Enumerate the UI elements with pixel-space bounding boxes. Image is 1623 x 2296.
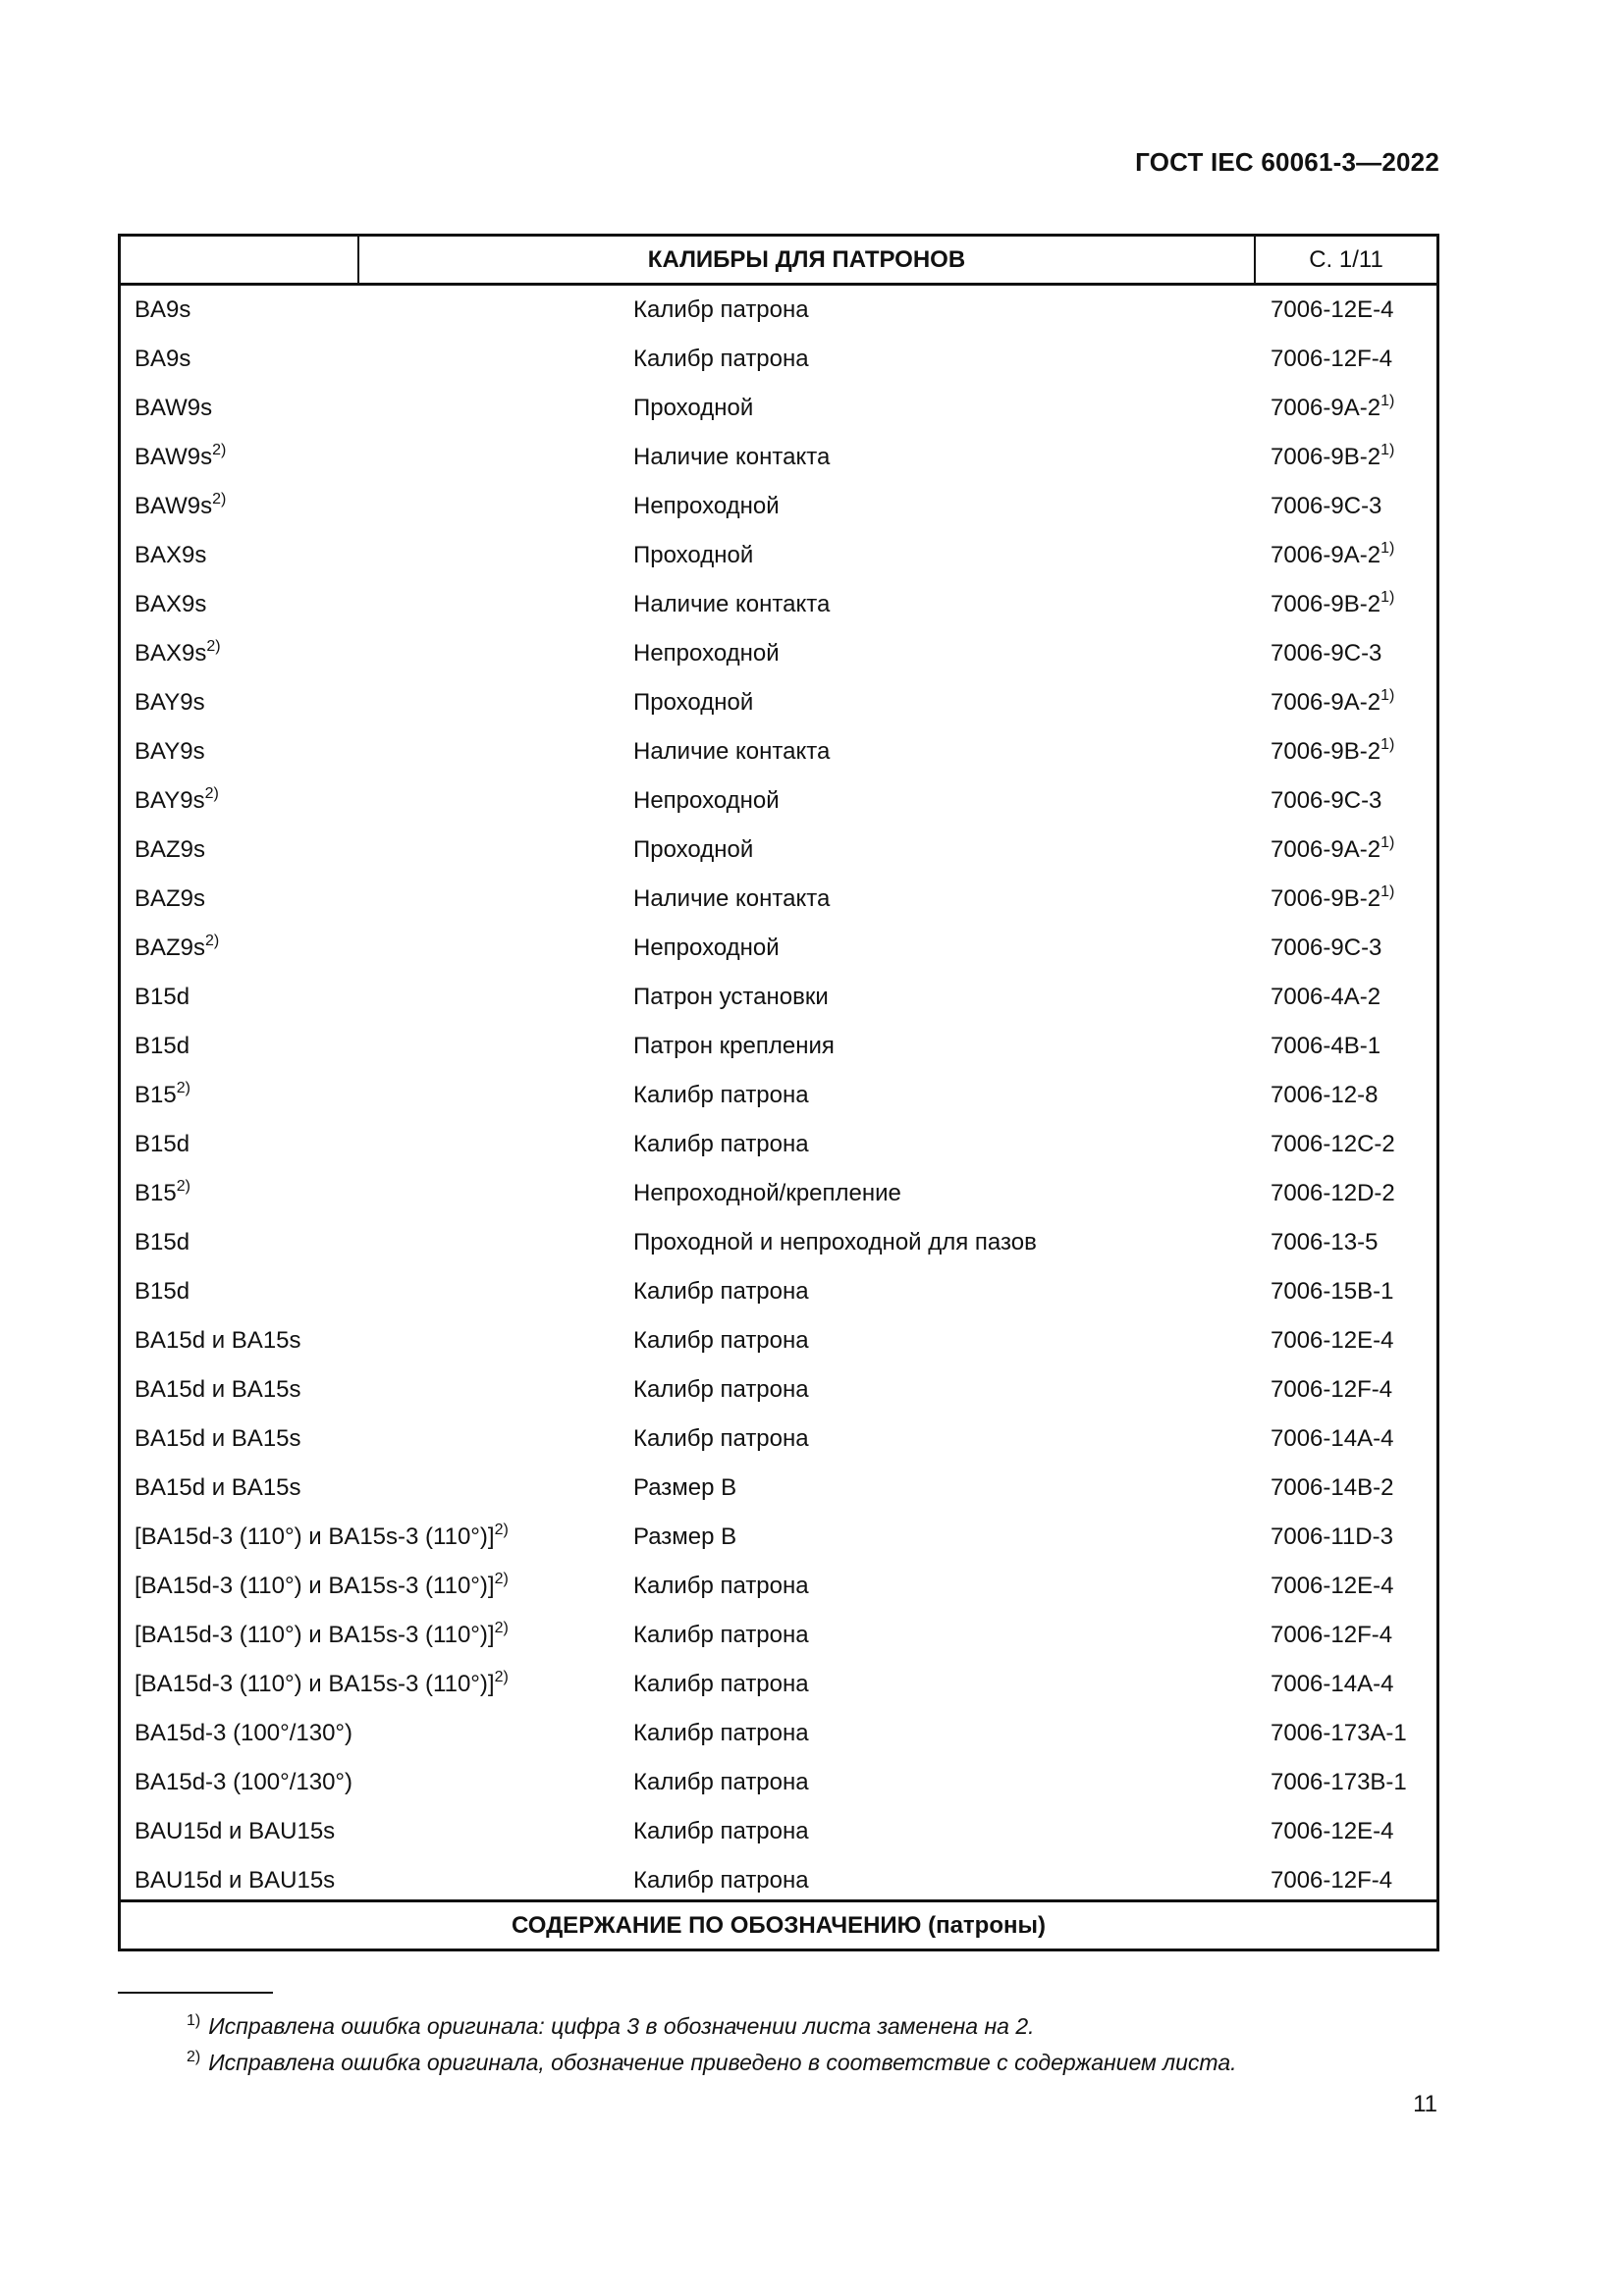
cap-designation-cell — [135, 1267, 189, 1316]
sheet-reference-cell — [1271, 629, 1381, 678]
sheet-reference-text: 7006-13-5 — [1271, 1229, 1379, 1255]
sheet-reference-text: 7006-9A-2 — [1271, 395, 1381, 421]
sheet-reference-text: 7006-9B-2 — [1271, 738, 1381, 765]
sheet-reference-cell — [1271, 580, 1394, 629]
cap-footnote-mark: 2) — [494, 1669, 509, 1685]
table-row — [121, 1660, 1436, 1709]
table-row — [121, 1415, 1436, 1464]
cap-footnote-mark: 2) — [176, 1080, 190, 1096]
sheet-reference-text: 7006-12F-4 — [1271, 346, 1393, 372]
gauge-description-cell: Размер B — [633, 1474, 737, 1501]
cap-designation-cell — [135, 1365, 301, 1415]
table-row — [121, 1513, 1436, 1562]
table-row — [121, 1856, 1436, 1905]
sheet-reference-text: 7006-173B-1 — [1271, 1769, 1407, 1795]
gauge-description-cell: Калибр патрона — [633, 1622, 809, 1648]
cap-designation-cell — [135, 1169, 190, 1218]
table-row — [121, 482, 1436, 531]
cap-designation-text: BAY9s — [135, 738, 205, 765]
sheet-reference-cell — [1271, 727, 1394, 776]
cap-designation-cell — [135, 727, 205, 776]
cap-designation-cell — [135, 973, 189, 1022]
cap-designation-text: BAU15d и BAU15s — [135, 1867, 336, 1894]
sheet-reference-cell — [1271, 1169, 1395, 1218]
sheet-reference-text: 7006-12F-4 — [1271, 1622, 1393, 1648]
table-row — [121, 776, 1436, 826]
table-row — [121, 1562, 1436, 1611]
cap-designation-cell — [135, 1562, 509, 1611]
sheet-reference-text: 7006-9B-2 — [1271, 591, 1381, 617]
document-standard-header: ГОСТ IEC 60061-3—2022 — [1135, 147, 1439, 177]
sheet-reference-cell — [1271, 1660, 1393, 1709]
gauge-description-cell: Калибр патрона — [633, 1425, 809, 1452]
cap-designation-cell — [135, 286, 190, 335]
gauge-description-cell: Проходной — [633, 542, 754, 568]
table-row — [121, 1218, 1436, 1267]
gauge-description-cell: Непроходной — [633, 493, 780, 519]
gauge-description-cell: Калибр патрона — [633, 1131, 809, 1157]
gauge-description-cell: Калибр патрона — [633, 1818, 809, 1844]
sheet-reference-cell — [1271, 433, 1394, 482]
cap-designation-cell — [135, 826, 205, 875]
table-row — [121, 629, 1436, 678]
table-row — [121, 1464, 1436, 1513]
cap-footnote-mark: 2) — [494, 1522, 509, 1538]
cap-footnote-mark: 2) — [212, 491, 227, 507]
cap-designation-text: BAY9s — [135, 689, 205, 716]
table-row — [121, 286, 1436, 335]
cap-designation-text: BAY9s — [135, 787, 205, 814]
sheet-reference-text: 7006-12E-4 — [1271, 1818, 1394, 1844]
cap-designation-text: BA15d и BA15s — [135, 1474, 301, 1501]
table-row — [121, 580, 1436, 629]
sheet-reference-text: 7006-9C-3 — [1271, 640, 1382, 667]
gauge-description-cell: Непроходной/крепление — [633, 1180, 901, 1206]
cap-designation-text: BA15d и BA15s — [135, 1425, 301, 1452]
cap-designation-text: BA15d и BA15s — [135, 1327, 301, 1354]
cap-footnote-mark: 2) — [176, 1178, 190, 1195]
cap-designation-cell — [135, 384, 212, 433]
cap-footnote-mark: 2) — [494, 1571, 509, 1587]
cap-designation-cell — [135, 1464, 301, 1513]
cap-designation-text: BAX9s — [135, 542, 207, 568]
cap-designation-cell — [135, 1758, 352, 1807]
sheet-reference-text: 7006-9C-3 — [1271, 934, 1382, 961]
cap-designation-cell — [135, 776, 219, 826]
sheet-reference-cell — [1271, 531, 1394, 580]
sheet-reference-text: 7006-12E-4 — [1271, 296, 1394, 323]
gauge-description-cell: Калибр патрона — [633, 1082, 809, 1108]
cap-designation-text: BAX9s — [135, 640, 207, 667]
cap-designation-text: [BA15d-3 (110°) и BA15s-3 (110°)] — [135, 1622, 495, 1648]
cap-designation-text: BA9s — [135, 296, 191, 323]
table-row — [121, 1120, 1436, 1169]
cap-designation-cell — [135, 531, 206, 580]
sheet-reference-cell — [1271, 1562, 1393, 1611]
sheet-reference-cell — [1271, 1267, 1393, 1316]
gauge-description-cell: Калибр патрона — [633, 1376, 809, 1403]
cap-designation-text: [BA15d-3 (110°) и BA15s-3 (110°)] — [135, 1523, 495, 1550]
header-blank-cell — [121, 237, 359, 283]
cap-designation-text: BAZ9s — [135, 934, 206, 961]
cap-designation-text: [BA15d-3 (110°) и BA15s-3 (110°)] — [135, 1573, 495, 1599]
footnote-separator — [118, 1992, 273, 1994]
table-body — [121, 286, 1436, 1905]
cap-designation-text: BAX9s — [135, 591, 207, 617]
gauge-description-cell: Непроходной — [633, 934, 780, 961]
sheet-footnote-mark: 1) — [1380, 393, 1395, 409]
cap-designation-text: BA9s — [135, 346, 191, 372]
sheet-footnote-mark: 1) — [1380, 589, 1395, 606]
gauge-description-cell: Калибр патрона — [633, 1769, 809, 1795]
sheet-reference-cell — [1271, 286, 1393, 335]
page-number: 11 — [1413, 2091, 1437, 2117]
gauge-description-cell: Проходной — [633, 395, 754, 421]
sheet-reference-text: 7006-12E-4 — [1271, 1327, 1394, 1354]
footnote-1 — [187, 2012, 1035, 2040]
sheet-reference-text: 7006-12-8 — [1271, 1082, 1379, 1108]
table-row — [121, 1709, 1436, 1758]
cap-designation-cell — [135, 629, 221, 678]
gauge-description-cell: Калибр патрона — [633, 1720, 809, 1746]
table-row — [121, 1169, 1436, 1218]
footnote-2 — [187, 2049, 1237, 2076]
sheet-reference-cell — [1271, 1464, 1393, 1513]
sheet-reference-text: 7006-9C-3 — [1271, 787, 1382, 814]
sheet-reference-text: 7006-4A-2 — [1271, 984, 1381, 1010]
cap-designation-cell — [135, 1807, 335, 1856]
cap-footnote-mark: 2) — [212, 442, 227, 458]
sheet-reference-cell — [1271, 826, 1394, 875]
gauge-description-cell: Калибр патрона — [633, 1867, 809, 1894]
sheet-reference-text: 7006-11D-3 — [1271, 1523, 1393, 1550]
gauge-description-cell: Непроходной — [633, 787, 780, 814]
gauge-description-cell: Проходной — [633, 836, 754, 863]
cap-designation-text: B15d — [135, 1278, 190, 1305]
sheet-reference-text: 7006-9C-3 — [1271, 493, 1382, 519]
sheet-reference-text: 7006-12F-4 — [1271, 1376, 1393, 1403]
cap-designation-cell — [135, 335, 190, 384]
table-row — [121, 335, 1436, 384]
table-sheet-number: С. 1/11 — [1309, 245, 1383, 273]
sheet-reference-text: 7006-12C-2 — [1271, 1131, 1395, 1157]
gauge-description-cell: Проходной — [633, 689, 754, 716]
sheet-reference-cell — [1271, 482, 1381, 531]
cap-designation-text: BAZ9s — [135, 885, 206, 912]
table-title: КАЛИБРЫ ДЛЯ ПАТРОНОВ — [359, 237, 1256, 283]
sheet-reference-text: 7006-173A-1 — [1271, 1720, 1407, 1746]
sheet-reference-cell — [1271, 1316, 1393, 1365]
sheet-reference-cell — [1271, 1513, 1393, 1562]
sheet-reference-cell — [1271, 1856, 1392, 1905]
table-row — [121, 1611, 1436, 1660]
cap-designation-text: BA15d-3 (100°/130°) — [135, 1769, 352, 1795]
sheet-reference-cell — [1271, 1365, 1392, 1415]
gauge-description-cell: Размер B — [633, 1523, 737, 1550]
cap-designation-text: BAW9s — [135, 444, 213, 470]
cap-designation-text: BA15d и BA15s — [135, 1376, 301, 1403]
sheet-footnote-mark: 1) — [1380, 442, 1395, 458]
sheet-reference-text: 7006-9B-2 — [1271, 444, 1381, 470]
cap-designation-text: BAW9s — [135, 395, 213, 421]
cap-designation-text: BAZ9s — [135, 836, 206, 863]
cap-designation-cell — [135, 1709, 352, 1758]
sheet-reference-text: 7006-9A-2 — [1271, 836, 1381, 863]
cap-designation-cell — [135, 875, 205, 924]
sheet-reference-cell — [1271, 776, 1381, 826]
gauge-description-cell: Проходной и непроходной для пазов — [633, 1229, 1037, 1255]
sheet-reference-text: 7006-9A-2 — [1271, 689, 1381, 716]
cap-designation-text: BAW9s — [135, 493, 213, 519]
gauge-description-cell: Наличие контакта — [633, 885, 831, 912]
gauge-description-cell: Патрон крепления — [633, 1033, 835, 1059]
sheet-reference-cell — [1271, 1807, 1393, 1856]
table-row — [121, 1267, 1436, 1316]
cap-designation-cell — [135, 1513, 509, 1562]
cap-designation-text: B15d — [135, 984, 190, 1010]
cap-designation-cell — [135, 1316, 301, 1365]
cap-designation-cell — [135, 678, 205, 727]
cap-designation-cell — [135, 1856, 335, 1905]
footnote-1-mark: 1) — [187, 2012, 201, 2029]
sheet-reference-cell — [1271, 335, 1392, 384]
sheet-reference-cell — [1271, 1022, 1380, 1071]
table-row — [121, 1316, 1436, 1365]
gauge-description-cell: Калибр патрона — [633, 296, 809, 323]
cap-designation-text: BAU15d и BAU15s — [135, 1818, 336, 1844]
sheet-reference-text: 7006-9A-2 — [1271, 542, 1381, 568]
sheet-reference-cell — [1271, 384, 1394, 433]
sheet-reference-text: 7006-14A-4 — [1271, 1425, 1394, 1452]
sheet-reference-text: 7006-4B-1 — [1271, 1033, 1381, 1059]
footnote-2-mark: 2) — [187, 2049, 201, 2065]
cap-designation-text: B15 — [135, 1082, 177, 1108]
sheet-footnote-mark: 1) — [1380, 687, 1395, 704]
cap-designation-cell — [135, 1611, 509, 1660]
cap-designation-text: B15d — [135, 1229, 190, 1255]
cap-footnote-mark: 2) — [494, 1620, 509, 1636]
cap-designation-text: B15d — [135, 1131, 190, 1157]
cap-designation-text: B15d — [135, 1033, 190, 1059]
cap-designation-text: B15 — [135, 1180, 177, 1206]
sheet-footnote-mark: 1) — [1380, 540, 1395, 557]
cap-footnote-mark: 2) — [206, 638, 221, 655]
sheet-footnote-mark: 1) — [1380, 834, 1395, 851]
gauges-table — [118, 234, 1439, 1951]
sheet-reference-text: 7006-9B-2 — [1271, 885, 1381, 912]
table-row — [121, 1807, 1436, 1856]
sheet-reference-text: 7006-14A-4 — [1271, 1671, 1394, 1697]
table-row — [121, 924, 1436, 973]
table-row — [121, 531, 1436, 580]
gauge-description-cell: Непроходной — [633, 640, 780, 667]
table-row — [121, 433, 1436, 482]
cap-designation-text: BA15d-3 (100°/130°) — [135, 1720, 352, 1746]
sheet-reference-cell — [1271, 1611, 1392, 1660]
table-footer: СОДЕРЖАНИЕ ПО ОБОЗНАЧЕНИЮ (патроны) — [121, 1899, 1436, 1949]
gauge-description-cell: Калибр патрона — [633, 1327, 809, 1354]
footnote-2-text: Исправлена ошибка оригинала, обозначение приведено в соответствие с содержанием листа. — [208, 2050, 1237, 2075]
sheet-reference-cell — [1271, 1120, 1395, 1169]
footnote-1-text: Исправлена ошибка оригинала: цифра 3 в обозначении листа заменена на 2. — [208, 2013, 1035, 2039]
cap-designation-cell — [135, 1415, 301, 1464]
gauge-description-cell: Наличие контакта — [633, 591, 831, 617]
sheet-reference-text: 7006-12E-4 — [1271, 1573, 1394, 1599]
gauge-description-cell: Калибр патрона — [633, 1573, 809, 1599]
table-row — [121, 875, 1436, 924]
table-row — [121, 1022, 1436, 1071]
gauge-description-cell: Калибр патрона — [633, 1671, 809, 1697]
sheet-footnote-mark: 1) — [1380, 736, 1395, 753]
gauge-description-cell: Патрон установки — [633, 984, 829, 1010]
sheet-reference-cell — [1271, 973, 1380, 1022]
sheet-reference-cell — [1271, 1758, 1407, 1807]
table-row — [121, 1071, 1436, 1120]
sheet-reference-cell — [1271, 1071, 1378, 1120]
sheet-reference-cell — [1271, 924, 1381, 973]
cap-footnote-mark: 2) — [204, 785, 219, 802]
cap-footnote-mark: 2) — [205, 933, 220, 949]
cap-designation-cell — [135, 1218, 189, 1267]
cap-designation-cell — [135, 1660, 509, 1709]
table-row — [121, 1365, 1436, 1415]
sheet-reference-cell — [1271, 875, 1394, 924]
table-row — [121, 678, 1436, 727]
sheet-footnote-mark: 1) — [1380, 883, 1395, 900]
sheet-reference-cell — [1271, 1218, 1378, 1267]
cap-designation-cell — [135, 433, 226, 482]
gauge-description-cell: Калибр патрона — [633, 1278, 809, 1305]
table-row — [121, 826, 1436, 875]
cap-designation-text: [BA15d-3 (110°) и BA15s-3 (110°)] — [135, 1671, 495, 1697]
sheet-reference-text: 7006-12F-4 — [1271, 1867, 1393, 1894]
sheet-reference-cell — [1271, 678, 1394, 727]
cap-designation-cell — [135, 482, 226, 531]
table-row — [121, 973, 1436, 1022]
gauge-description-cell: Калибр патрона — [633, 346, 809, 372]
cap-designation-cell — [135, 1071, 190, 1120]
cap-designation-cell — [135, 1120, 189, 1169]
cap-designation-cell — [135, 580, 206, 629]
table-row — [121, 384, 1436, 433]
cap-designation-cell — [135, 924, 219, 973]
table-row — [121, 1758, 1436, 1807]
table-header — [121, 237, 1436, 286]
table-row — [121, 727, 1436, 776]
sheet-reference-cell — [1271, 1415, 1393, 1464]
gauge-description-cell: Наличие контакта — [633, 444, 831, 470]
sheet-reference-text: 7006-14B-2 — [1271, 1474, 1394, 1501]
sheet-reference-text: 7006-12D-2 — [1271, 1180, 1395, 1206]
sheet-reference-cell — [1271, 1709, 1407, 1758]
cap-designation-cell — [135, 1022, 189, 1071]
sheet-reference-text: 7006-15B-1 — [1271, 1278, 1394, 1305]
gauge-description-cell: Наличие контакта — [633, 738, 831, 765]
